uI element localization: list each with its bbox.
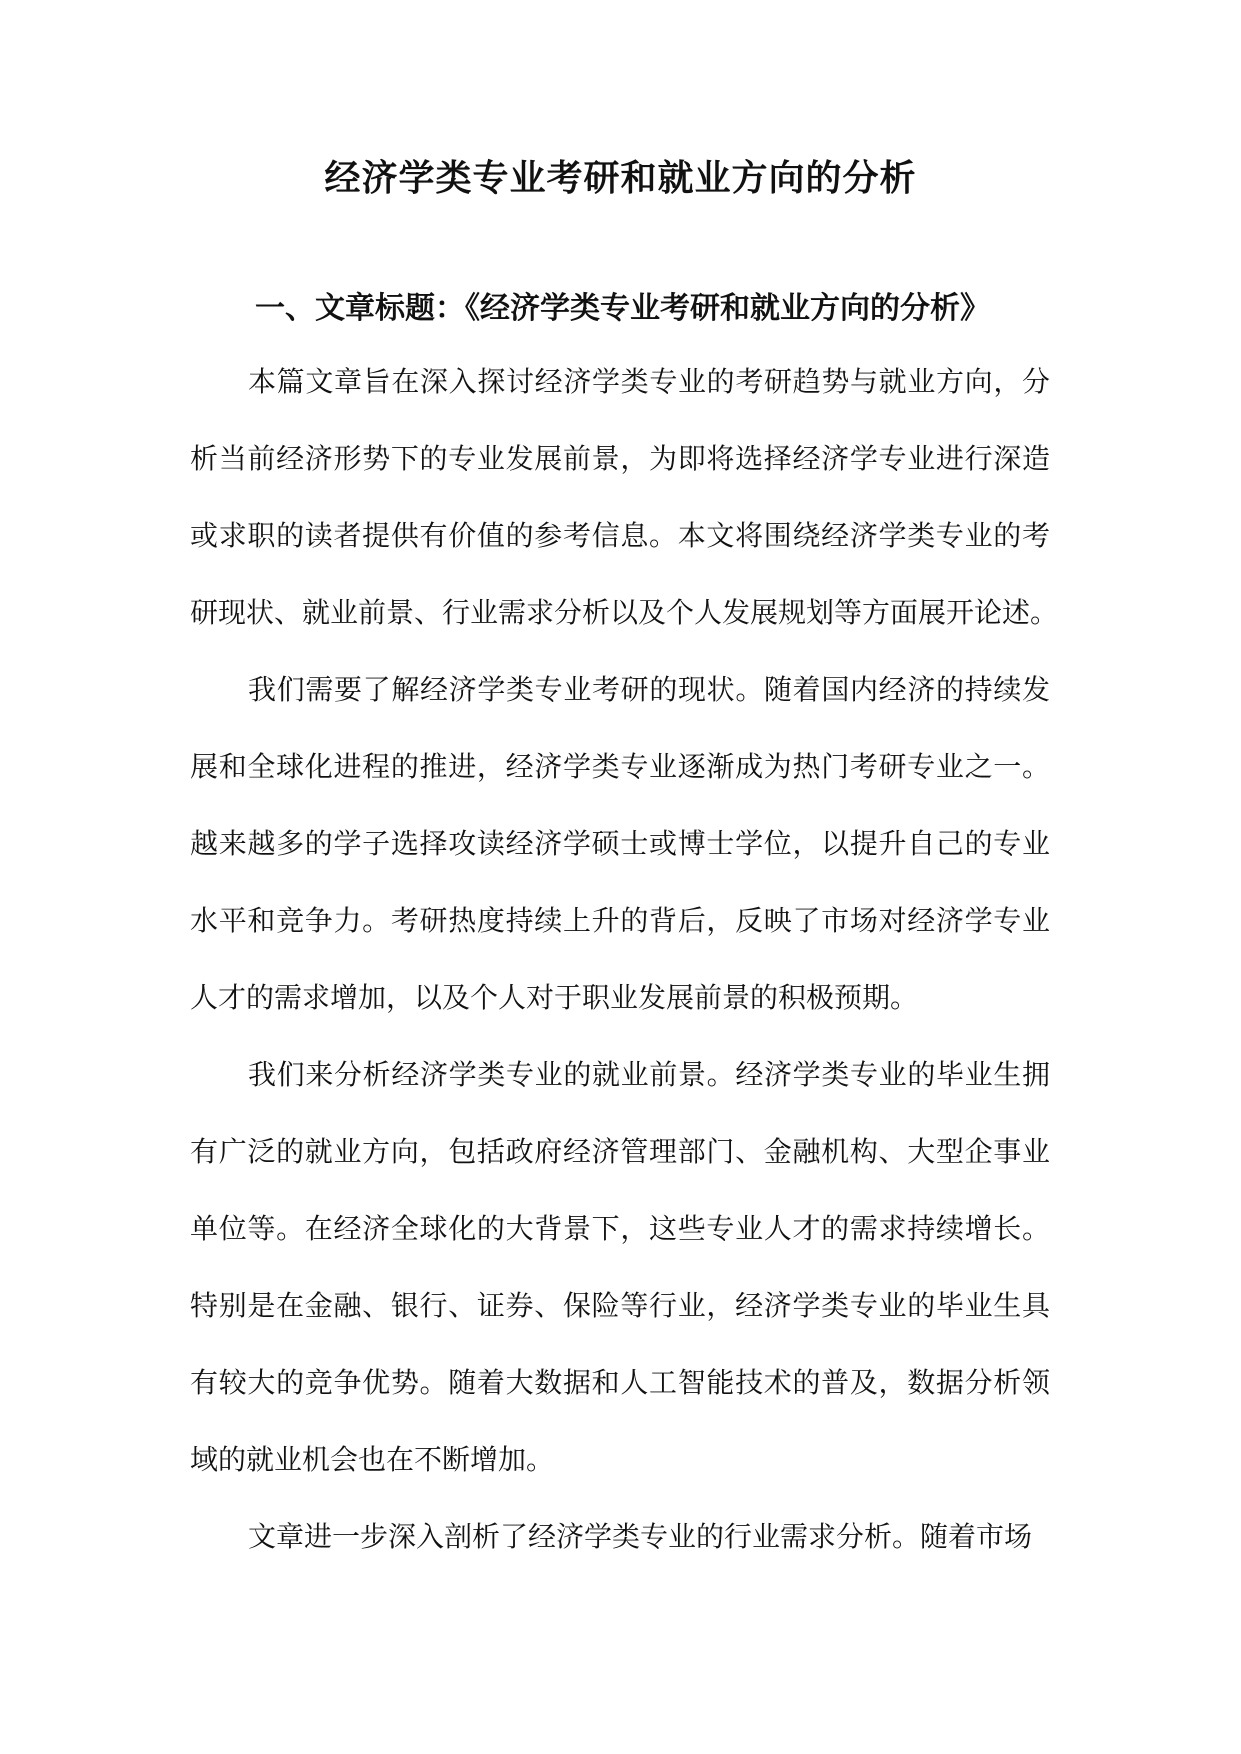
paragraph-intro bbox=[190, 362, 1059, 670]
paragraph-line: 我们需要了解经济学类专业考研的现状。随着国内经济的持续发 bbox=[248, 673, 1050, 706]
paragraph-line: 越来越多的学子选择攻读经济学硕士或博士学位，以提升自己的专业 bbox=[190, 827, 1050, 860]
paragraph-line: 本篇文章旨在深入探讨经济学类专业的考研趋势与就业方向，分 bbox=[248, 365, 1050, 398]
paragraph-line: 人才的需求增加，以及个人对于职业发展前景的积极预期。 bbox=[190, 981, 919, 1014]
document-title: 经济学类专业考研和就业方向的分析 bbox=[324, 157, 917, 199]
paragraph-line: 有较大的竞争优势。随着大数据和人工智能技术的普及，数据分析领 bbox=[190, 1366, 1050, 1399]
paragraph-line: 或求职的读者提供有价值的参考信息。本文将围绕经济学类专业的考 bbox=[190, 519, 1050, 552]
paragraph-employment bbox=[190, 1055, 1050, 1517]
paragraph-line: 展和全球化进程的推进，经济学类专业逐渐成为热门考研专业之一。 bbox=[190, 750, 1050, 783]
paragraph-industry-demand bbox=[190, 1517, 1050, 1594]
section-heading: 一、文章标题：《经济学类专业考研和就业方向的分析》 bbox=[255, 291, 990, 326]
paragraph-line: 有广泛的就业方向，包括政府经济管理部门、金融机构、大型企事业 bbox=[190, 1135, 1050, 1168]
paragraph-line: 域的就业机会也在不断增加。 bbox=[190, 1443, 555, 1476]
paragraph-line: 研现状、就业前景、行业需求分析以及个人发展规划等方面展开论述。 bbox=[190, 596, 1059, 629]
paragraph-line: 特别是在金融、银行、证券、保险等行业，经济学类专业的毕业生具 bbox=[190, 1289, 1050, 1322]
paragraph-line: 水平和竞争力。考研热度持续上升的背后，反映了市场对经济学专业 bbox=[190, 904, 1050, 937]
document-body bbox=[190, 362, 1059, 1594]
paragraph-line: 析当前经济形势下的专业发展前景，为即将选择经济学专业进行深造 bbox=[190, 442, 1050, 475]
paragraph-line: 我们来分析经济学类专业的就业前景。经济学类专业的毕业生拥 bbox=[248, 1058, 1050, 1091]
paragraph-line: 单位等。在经济全球化的大背景下，这些专业人才的需求持续增长。 bbox=[190, 1212, 1050, 1245]
paragraph-exam-status bbox=[190, 670, 1050, 1055]
paragraph-line: 文章进一步深入剖析了经济学类专业的行业需求分析。随着市场 bbox=[248, 1520, 1033, 1553]
